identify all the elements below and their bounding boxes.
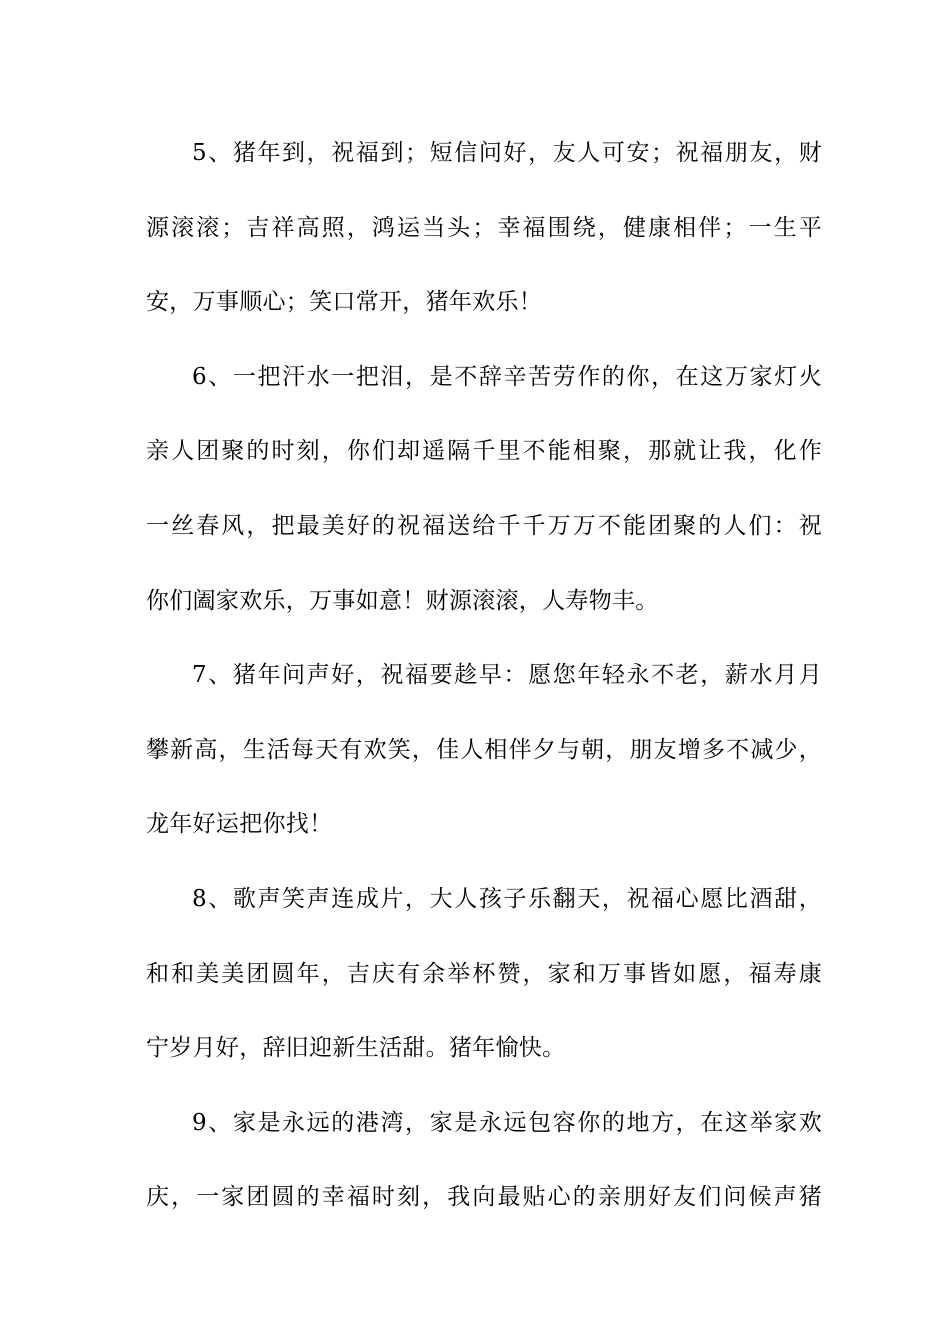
paragraph-6 [146,352,822,650]
text-line: 龙年好运把你找！ [146,811,333,838]
paragraph-7 [146,650,822,874]
text-line: 一丝春风，把最美好的祝福送给千千万万不能团聚的人们：祝 [146,512,822,539]
paragraph-8 [146,874,822,1098]
text-line: 庆，一家团圆的幸福时刻，我向最贴心的亲朋好友们问候声猪 [146,1184,822,1211]
document-body [146,128,822,1247]
paragraph-5 [146,128,822,352]
text-line: 7、猪年问声好，祝福要趁早：愿您年轻永不老，薪水月月 [192,662,822,689]
text-line: 5、猪年到，祝福到；短信问好，友人可安；祝福朋友，财 [192,140,822,166]
text-line: 6、一把汗水一把泪，是不辞辛苦劳作的你，在这万家灯火 [192,363,822,390]
text-line: 安，万事顺心；笑口常开，猪年欢乐！ [146,289,543,316]
text-line: 8、歌声笑声连成片，大人孩子乐翻天，祝福心愿比酒甜， [192,885,822,912]
paragraph-9 [146,1098,822,1247]
text-line: 和和美美团圆年，吉庆有余举杯赞，家和万事皆如愿，福寿康 [146,960,822,987]
text-line: 宁岁月好，辞旧迎新生活甜。猪年愉快。 [146,1035,566,1062]
text-line: 源滚滚；吉祥高照，鸿运当头；幸福围绕，健康相伴；一生平 [146,214,822,241]
text-line: 亲人团聚的时刻，你们却遥隔千里不能相聚，那就让我，化作 [146,438,822,465]
text-line: 你们阖家欢乐，万事如意！财源滚滚，人寿物丰。 [146,587,659,614]
text-line: 攀新高，生活每天有欢笑，佳人相伴夕与朝，朋友增多不减少， [146,736,822,763]
text-line: 9、家是永远的港湾，家是永远包容你的地方，在这举家欢 [192,1109,822,1136]
